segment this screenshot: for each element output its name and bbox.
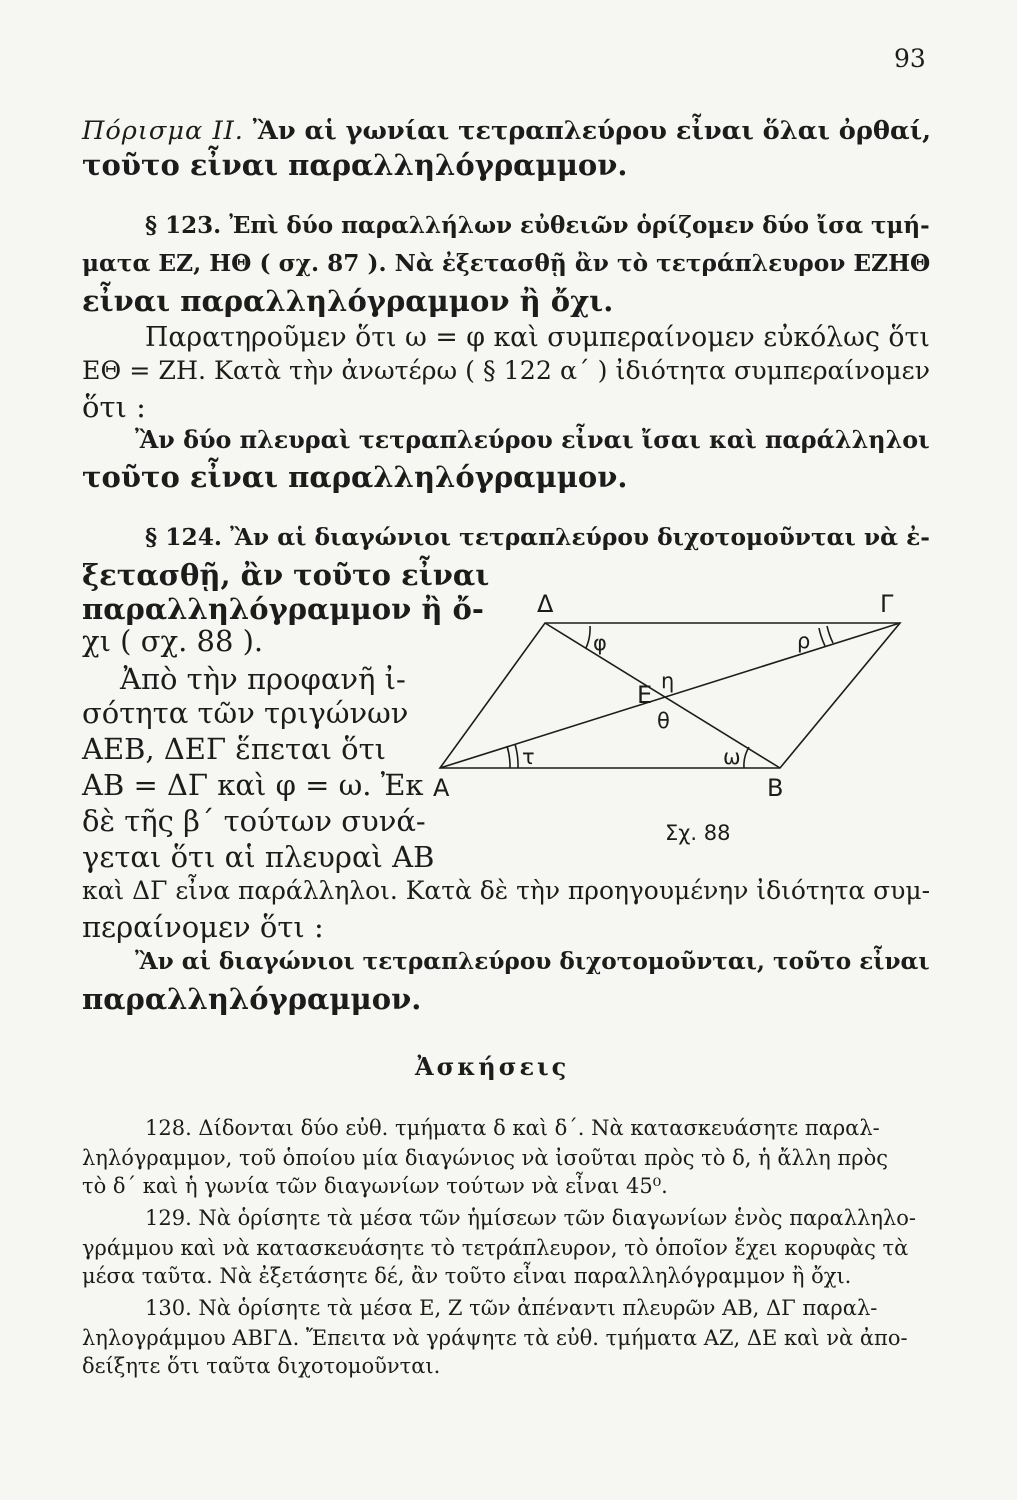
angle-arc-tau-2 xyxy=(515,744,518,768)
exercise-130-line-2: ληλογράμμου ΑΒΓΔ. Ἔπειτα νὰ γράψητε τὰ εὐθ. τμήματα ΑΖ, ΔΕ καὶ νὰ ἀπο- xyxy=(82,1326,908,1350)
s123-conclusion-1: Ἂν δύο πλευραὶ τετραπλεύρου εἶναι ἴσαι καὶ παράλληλοι xyxy=(135,426,930,454)
diagonal-bd xyxy=(545,623,780,768)
figure-88 xyxy=(425,568,915,858)
s123-line-6: ὅτι : xyxy=(82,390,146,424)
s124-line-7: ΑΕΒ, ΔΕΓ ἕπεται ὅτι xyxy=(82,732,387,766)
label-theta: θ xyxy=(657,709,670,733)
exercise-128-line-3: τὸ δ΄ καὶ ἡ γωνία τῶν διαγωνίων τούτων νὰ εἶναι 45⁰. xyxy=(82,1174,668,1198)
porisma-label: Πόρισμα ΙΙ. xyxy=(82,116,244,146)
angle-arc-phi xyxy=(586,626,590,648)
angle-arc-rho-2 xyxy=(827,626,833,643)
exercise-129-line-2: γράμμου καὶ νὰ κατασκευάσητε τὸ τετράπλευρον, τὸ ὁποῖον ἔχει κορυφὰς τὰ xyxy=(82,1236,909,1260)
porisma-line-1 xyxy=(82,116,931,146)
s124-line-3: παραλληλόγραμμον ἢ ὄ- xyxy=(82,592,484,626)
exercise-130-line-3: δείξητε ὅτι ταῦτα διχοτομοῦνται. xyxy=(82,1354,441,1378)
s123-line-4: Παρατηροῦμεν ὅτι ω = φ καὶ συμπεραίνομεν εὐκόλως ὅτι xyxy=(145,322,930,353)
s124-line-11: καὶ ΔΓ εἶνα παράλληλοι. Κατὰ δὲ τὴν προηγουμένην ἰδιότητα συμ- xyxy=(82,876,930,905)
s124-line-10: γεται ὅτι αἱ πλευραὶ ΑΒ xyxy=(82,840,435,874)
s123-line-2: ματα ΕΖ, ΗΘ ( σχ. 87 ). Νὰ ἐξετασθῇ ἂν τὸ τετράπλευρον ΕΖΗΘ xyxy=(82,250,931,277)
page-number: 93 xyxy=(894,44,926,73)
label-tau: τ xyxy=(522,745,535,769)
angle-arc-rho-1 xyxy=(819,628,825,646)
s124-line-8: ΑΒ = ΔΓ καὶ φ = ω. Ἐκ xyxy=(82,768,424,802)
label-omega: ω xyxy=(723,745,741,769)
exercise-129-line-1: 129. Νὰ ὁρίσητε τὰ μέσα τῶν ἡμίσεων τῶν διαγωνίων ἑνὸς παραλληλο- xyxy=(145,1206,916,1230)
porisma-line-2: τοῦτο εἶναι παραλληλόγραμμον. xyxy=(82,148,628,182)
s124-line-6: σότητα τῶν τριγώνων xyxy=(82,696,409,730)
s124-line-1: § 124. Ἂν αἱ διαγώνιοι τετραπλεύρου διχοτομοῦνται νὰ ἐ- xyxy=(145,524,930,551)
figure-caption: Σχ. 88 xyxy=(665,821,731,845)
s123-conclusion-2: τοῦτο εἶναι παραλληλόγραμμον. xyxy=(82,460,628,494)
label-phi: φ xyxy=(593,631,607,655)
exercise-130-line-1: 130. Νὰ ὁρίσητε τὰ μέσα Ε, Ζ τῶν ἀπέναντι πλευρῶν ΑΒ, ΔΓ παραλ- xyxy=(145,1296,878,1320)
porisma-text: Ἂν αἱ γωνίαι τετραπλεύρου εἶναι ὅλαι ὀρθαί, xyxy=(243,116,932,146)
angle-arc-omega xyxy=(744,747,749,768)
label-e: Ε xyxy=(637,681,653,709)
exercises-heading: Ἀσκήσεις xyxy=(415,1052,570,1081)
s123-line-1: § 123. Ἐπὶ δύο παραλλήλων εὐθειῶν ὁρίζομεν δύο ἴσα τμή- xyxy=(145,212,930,239)
s123-line-3: εἶναι παραλληλόγραμμον ἢ ὄχι. xyxy=(82,284,614,318)
label-beta: Β xyxy=(767,774,784,802)
s124-line-12: περαίνομεν ὅτι : xyxy=(82,910,324,944)
s124-conclusion-2: παραλληλόγραμμον. xyxy=(82,982,422,1016)
label-alpha: Α xyxy=(433,774,450,802)
label-delta: Δ xyxy=(537,590,554,618)
s124-line-4: χι ( σχ. 88 ). xyxy=(82,624,264,658)
label-gamma: Γ xyxy=(880,590,894,618)
s124-line-2: ξετασθῇ, ἂν τοῦτο εἶναι xyxy=(82,558,490,592)
exercise-128-line-2: ληλόγραμμον, τοῦ ὁποίου μία διαγώνιος νὰ ἰσοῦται πρὸς τὸ δ, ἡ ἄλλη πρὸς xyxy=(82,1146,888,1170)
label-eta: η xyxy=(661,669,675,693)
angle-arc-tau-1 xyxy=(507,746,510,768)
label-rho: ρ xyxy=(797,629,811,653)
s123-line-5: ΕΘ = ΖΗ. Κατὰ τὴν ἀνωτέρω ( § 122 α΄ ) ἰδιότητα συμπεραίνομεν xyxy=(82,356,930,385)
exercise-128-line-1: 128. Δίδονται δύο εὐθ. τμήματα δ καὶ δ΄. Νὰ κατασκευάσητε παραλ- xyxy=(145,1116,880,1140)
exercise-129-line-3: μέσα ταῦτα. Νὰ ἐξετάσητε δέ, ἂν τοῦτο εἶναι παραλληλόγραμμον ἢ ὄχι. xyxy=(82,1264,852,1288)
diagonal-ag xyxy=(440,623,900,768)
s124-line-5: Ἀπὸ τὴν προφανῆ ἰ- xyxy=(120,662,406,696)
s124-conclusion-1: Ἂν αἱ διαγώνιοι τετραπλεύρου διχοτομοῦνται, τοῦτο εἶναι xyxy=(135,948,930,975)
s124-line-9: δὲ τῆς β΄ τούτων συνά- xyxy=(82,804,426,838)
